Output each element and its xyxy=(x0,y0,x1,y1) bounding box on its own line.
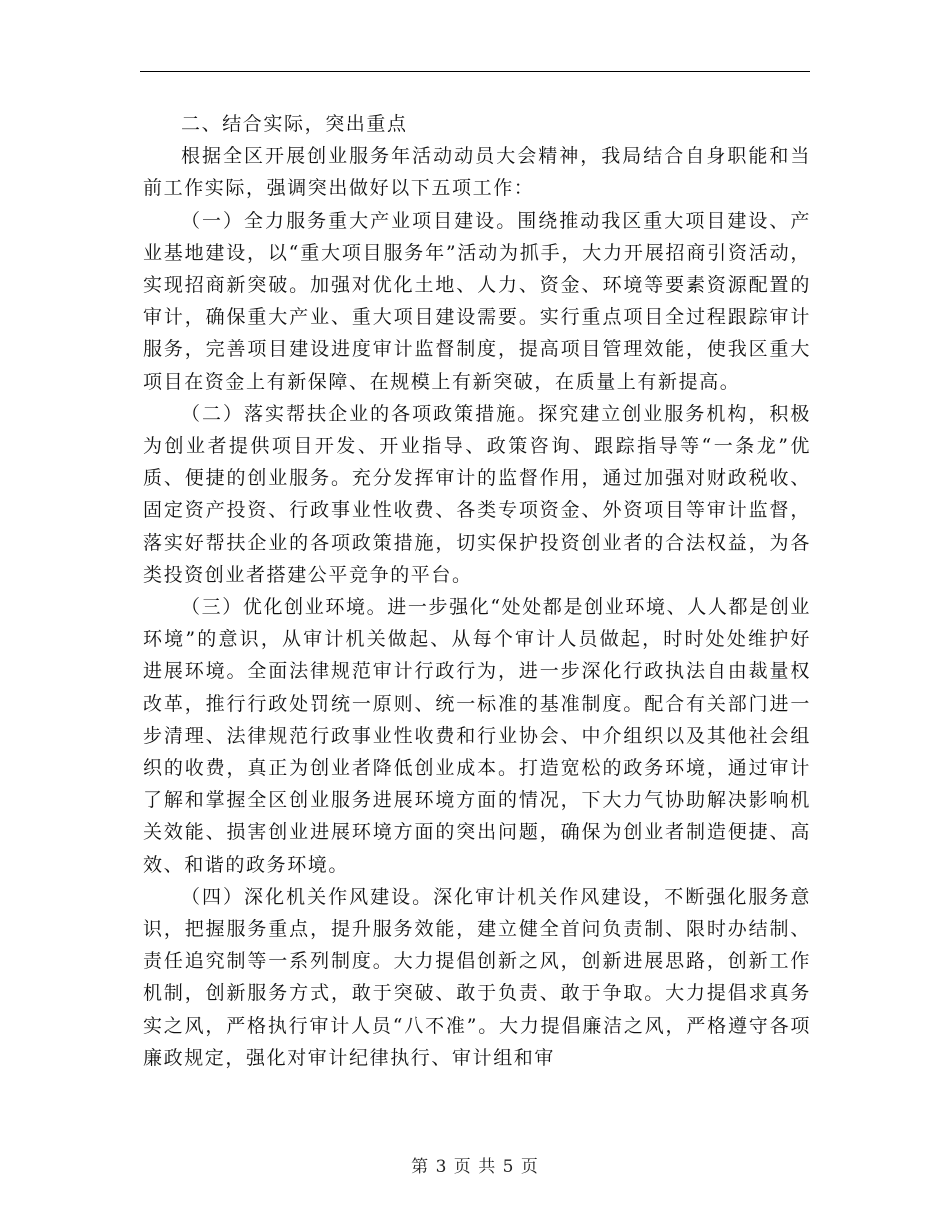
intro-paragraph: 根据全区开展创业服务年活动动员大会精神，我局结合自身职能和当前工作实际，强调突出做好以下五项工作： xyxy=(143,145,811,200)
section-heading: 二、结合实际，突出重点 xyxy=(181,113,408,135)
item-3-paragraph: （三）优化创业环境。进一步强化“处处都是创业环境、人人都是创业环境”的意识，从审计机关做起、从每个审计人员做起，时时处处维护好进展环境。全面法律规范审计行政行为，进一步深化行政执法自由裁量权改革，推行行政处罚统一原则、统一标准的基准制度。配合有关部门进一步清理、法律规范行政事业性收费和行业协会、中介组织以及其他社会组织的收费，真正为创业者降低创业成本。打造宽松的政务环境，通过审计了解和掌握全区创业服务进展环境方面的情况，下大力气协助解决影响机关效能、损害创业进展环境方面的突出问题，确保为创业者制造便捷、高效、和谐的政务环境。 xyxy=(143,596,811,876)
item-4-paragraph: （四）深化机关作风建设。深化审计机关作风建设，不断强化服务意识，把握服务重点，提升服务效能，建立健全首问负责制、限时办结制、责任追究制等一系列制度。大力提倡创新之风，创新进展思路，创新工作机制，创新服务方式，敢于突破、敢于负责、敢于争取。大力提倡求真务实之风，严格执行审计人员“八不准”。大力提倡廉洁之风，严格遵守各项廉政规定，强化对审计纪律执行、审计组和审 xyxy=(143,885,811,1069)
item-1-paragraph: （一）全力服务重大产业项目建设。围绕推动我区重大项目建设、产业基地建设，以“重大项目服务年”活动为抓手，大力开展招商引资活动，实现招商新突破。加强对优化土地、人力、资金、环境等要素资源配置的审计，确保重大产业、重大项目建设需要。实行重点项目全过程跟踪审计服务，完善项目建设进度审计监督制度，提高项目管理效能，使我区重大项目在资金上有新保障、在规模上有新突破，在质量上有新提高。 xyxy=(143,209,811,393)
page-footer xyxy=(0,1152,950,1177)
item-2-paragraph: （二）落实帮扶企业的各项政策措施。探究建立创业服务机构，积极为创业者提供项目开发、开业指导、政策咨询、跟踪指导等“一条龙”优质、便捷的创业服务。充分发挥审计的监督作用，通过加强对财政税收、固定资产投资、行政事业性收费、各类专项资金、外资项目等审计监督，落实好帮扶企业的各项政策措施，切实保护投资创业者的合法权益，为各类投资创业者搭建公平竞争的平台。 xyxy=(143,402,811,586)
document-body xyxy=(143,108,811,1074)
page-number-label: 第 3 页 共 5 页 xyxy=(411,1157,539,1177)
header-rule xyxy=(140,71,810,72)
